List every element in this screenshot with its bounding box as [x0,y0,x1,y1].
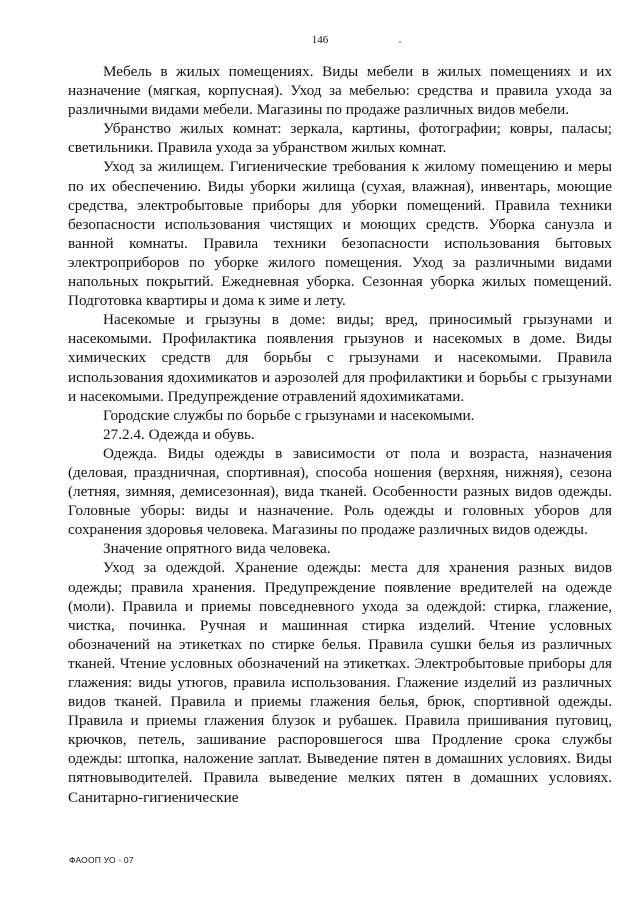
scan-speck [399,41,401,43]
section-heading-clothing: 27.2.4. Одежда и обувь. [103,425,255,443]
body-text [68,62,612,807]
paragraph-clothing: Одежда. Виды одежды в зависимости от пола и возраста, назначения (деловая, праздничная, спортивная), способа ношения (верхняя, нижняя), сезона (летняя, зимняя, демисезонная), вида тканей. Особенности разных видов одежды. Головные уборы: виды и назначение. Роль одежды и головных уборов для сохранения здоровья человека. Магазины по продаже различных видов одежды. [68,444,612,539]
paragraph-clothing-care: Уход за одеждой. Хранение одежды: места для хранения разных видов одежды; правила хранения. Предупреждение появление вредителей на одежде (моли). Правила и приемы повседневного ухода за одеждой: стирка, глажение, чистка, починка. Ручная и машинная стирка изделий. Чтение условных обозначений на этикетках по стирке белья. Правила сушки белья из различных тканей. Чтение условных обозначений на этикетках. Электробытовые приборы для глажения: виды утюгов, правила использования. Глажение изделий из различных видов тканей. Правила и приемы глажения белья, брюк, спортивной одежды. Правила и приемы глажения блузок и рубашек. Правила пришивания пуговиц, крючков, петель, зашивание распоровшегося шва Продление срока службы одежды: штопка, наложение заплат. Выведение пятен в домашних условиях. Виды пятновыводителей. Правила выведение мелких пятен в домашних условиях. Санитарно-гигиенические [68,559,612,806]
paragraph-neat-appearance: Значение опрятного вида человека. [103,540,331,558]
footer-code: ФАООП УО - 07 [69,855,134,865]
paragraph-furniture: Мебель в жилых помещениях. Виды мебели в жилых помещениях и их назначение (мягкая, корпусная). Уход за мебелью: средства и правила ухода за различными видами мебели. Магазины по продаже различных видов мебели. [68,63,612,119]
paragraph-home-care: Уход за жилищем. Гигиенические требования к жилому помещению и меры по их обеспечению. Виды уборки жилища (сухая, влажная), инвентарь, моющие средства, электробытовые приборы для уборки помещений. Правила техники безопасности использования чистящих и моющих средств. Уборка санузла и ванной комнаты. Правила техники безопасности использования бытовых электроприборов по уборке жилого помещения. Уход за различными видами напольных покрытий. Ежедневная уборка. Сезонная уборка жилых помещений. Подготовка квартиры и дома к зиме и лету. [68,158,612,310]
paragraph-city-services: Городские службы по борьбе с грызунами и насекомыми. [103,406,475,424]
paragraph-pests: Насекомые и грызуны в доме: виды; вред, приносимый грызунами и насекомыми. Профилактика появления грызунов и насекомых в доме. Виды химических средств для борьбы с грызунами и насекомыми. Правила использования ядохимикатов и аэрозолей для профилактики и борьбы с грызунами и насекомыми. Предупреждение отравлений ядохимикатами. [68,311,612,405]
page-number: 146 [311,34,329,46]
paragraph-room-decor: Убранство жилых комнат: зеркала, картины, фотографии; ковры, паласы; светильники. Правила ухода за убранством жилых комнат. [68,120,612,157]
